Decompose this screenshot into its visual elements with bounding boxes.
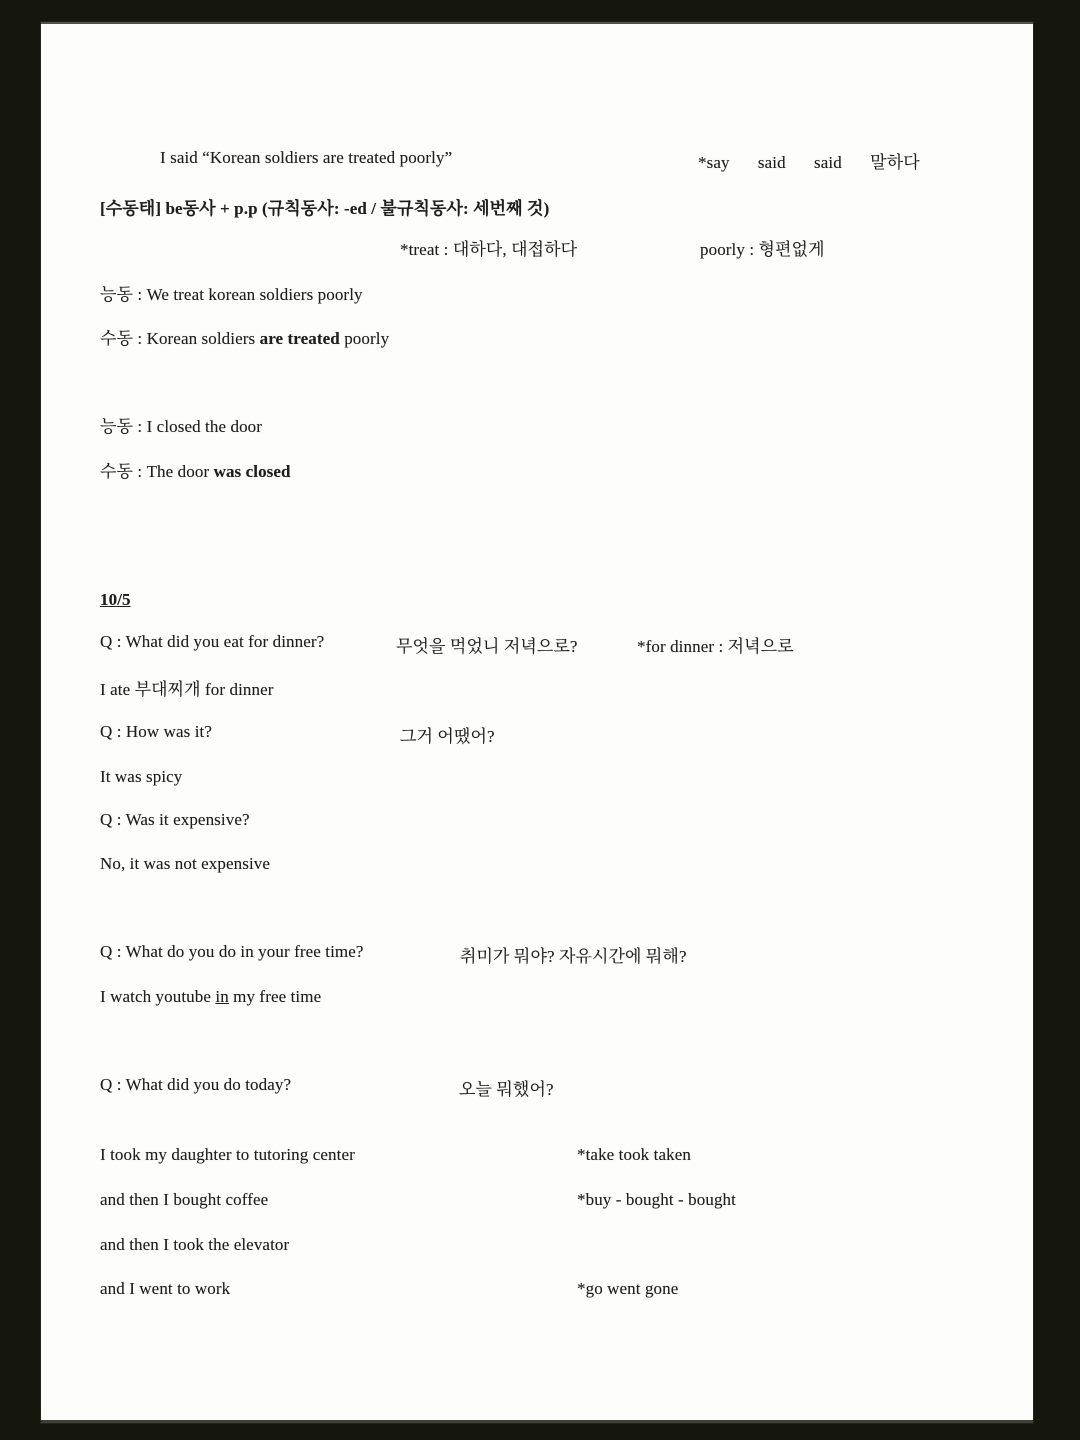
diary-line: and then I took the elevator xyxy=(100,1235,290,1254)
question-dinner: Q : What did you eat for dinner? xyxy=(100,632,325,651)
question-freetime-korean: 취미가 뭐야? 자유시간에 뭐해? xyxy=(460,947,687,966)
question-dinner-korean: 무엇을 먹었니 저녁으로? xyxy=(396,637,578,656)
answer-how: It was spicy xyxy=(100,767,183,786)
passive-example-1-post: poorly xyxy=(339,329,390,348)
diary-line: I took my daughter to tutoring center xyxy=(100,1145,355,1164)
question-expensive: Q : Was it expensive? xyxy=(100,810,250,829)
answer-freetime-post: my free time xyxy=(228,987,322,1006)
poorly-gloss: poorly : 형편없게 xyxy=(700,240,825,259)
scan-page xyxy=(41,22,1033,1423)
for-dinner-gloss: *for dinner : 저녁으로 xyxy=(637,637,794,656)
date-heading: 10/5 xyxy=(100,590,131,609)
diary-line: and then I bought coffee xyxy=(100,1190,269,1209)
passive-example-2 xyxy=(100,457,291,482)
say-conjugation: *say said said 말하다 xyxy=(698,153,920,172)
answer-expensive: No, it was not expensive xyxy=(100,854,271,873)
question-today: Q : What did you do today? xyxy=(100,1075,292,1094)
passive-example-2-bold: was closed xyxy=(213,462,291,481)
passive-example-1-bold: are treated xyxy=(259,329,340,348)
diary-verb-note: *buy - bought - bought xyxy=(577,1190,736,1209)
answer-dinner: I ate 부대찌개 for dinner xyxy=(100,680,274,699)
treat-gloss: *treat : 대하다, 대접하다 xyxy=(400,240,578,259)
question-today-korean: 오늘 뭐했어? xyxy=(459,1080,554,1099)
passive-rule: [수동태] be동사 + p.p (규칙동사: -ed / 불규칙동사: 세번째 것) xyxy=(100,199,550,218)
question-how-korean: 그거 어땠어? xyxy=(400,727,495,746)
diary-verb-note: *take took taken xyxy=(577,1145,691,1164)
answer-freetime-pre: I watch youtube xyxy=(100,987,216,1006)
diary-line: and I went to work xyxy=(100,1279,231,1298)
active-example-2: 능동 : I closed the door xyxy=(100,417,263,436)
passive-example-1-pre: 수동 : Korean soldiers xyxy=(100,329,260,348)
question-how: Q : How was it? xyxy=(100,722,212,741)
active-example-1: 능동 : We treat korean soldiers poorly xyxy=(100,285,363,304)
passive-quote-line: I said “Korean soldiers are treated poorly” xyxy=(160,148,453,167)
diary-verb-note: *go went gone xyxy=(577,1279,679,1298)
passive-example-2-pre: 수동 : The door xyxy=(100,462,214,481)
passive-example-1 xyxy=(100,324,389,349)
answer-freetime xyxy=(100,987,321,1007)
answer-freetime-underlined: in xyxy=(215,987,229,1006)
question-freetime: Q : What do you do in your free time? xyxy=(100,942,364,961)
